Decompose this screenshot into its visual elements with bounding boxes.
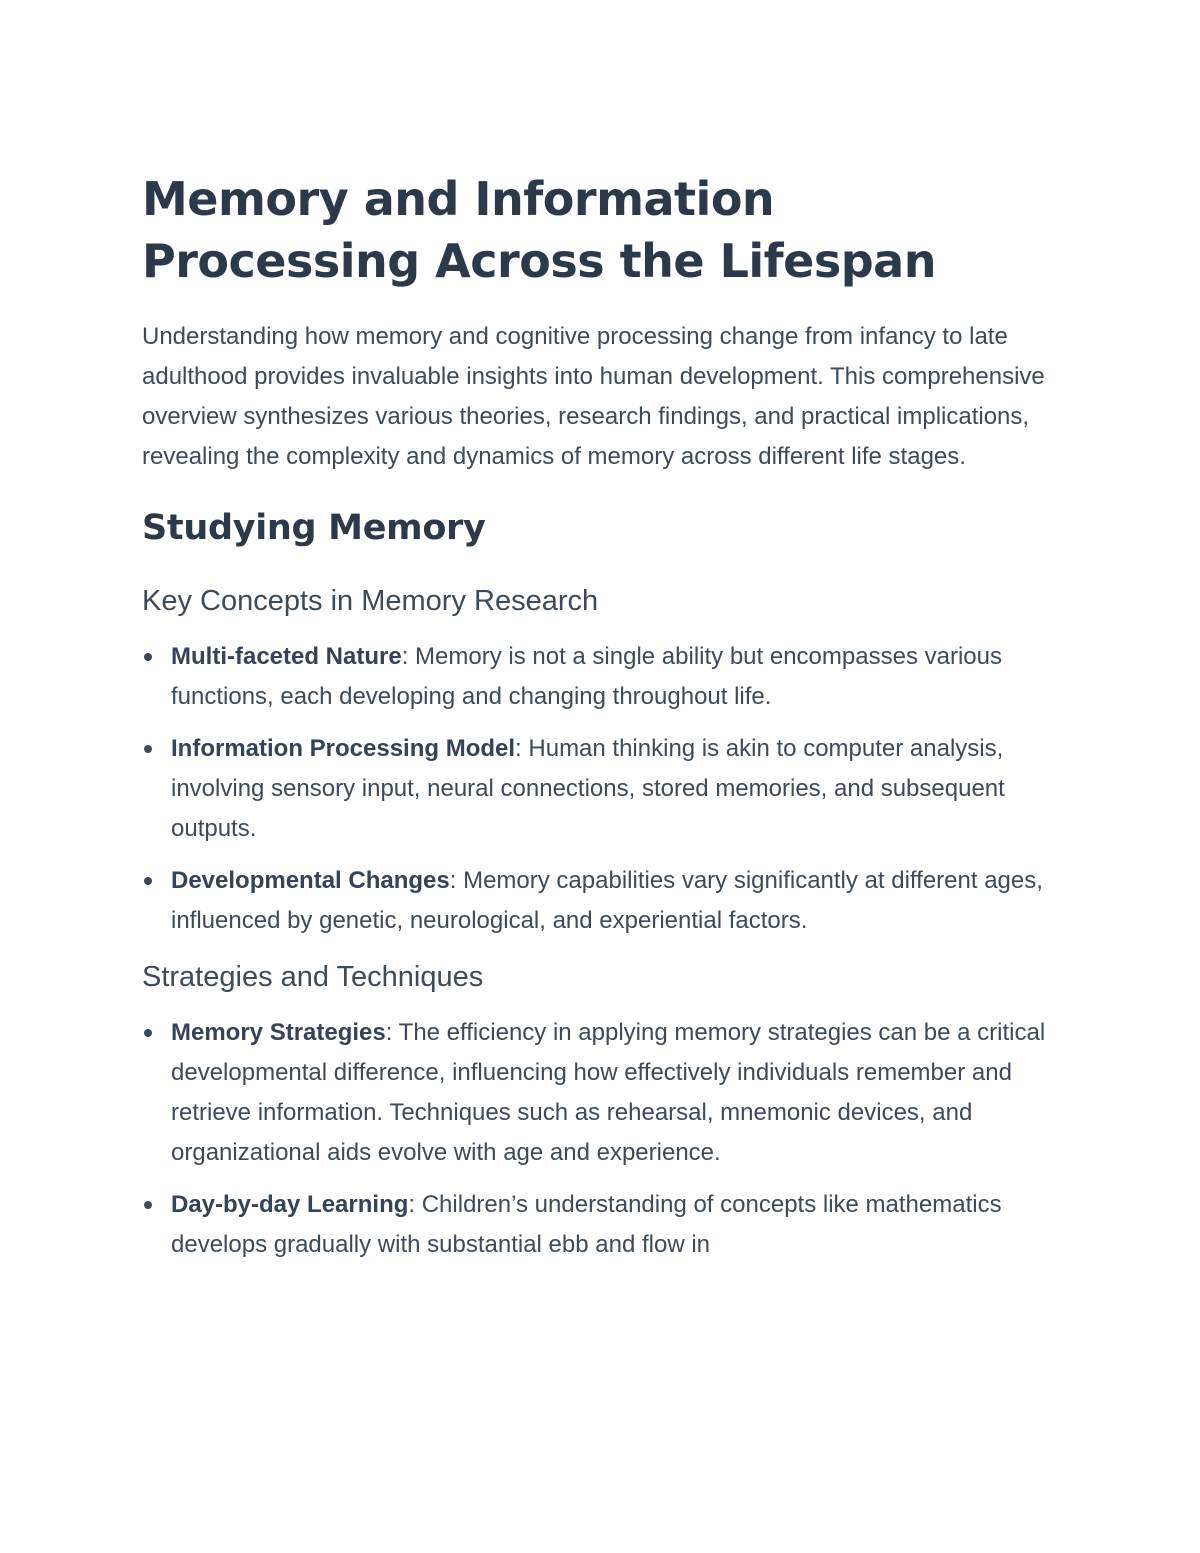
list-item-text: : The efficiency in applying memory strategies can be a critical developmental difference, influencing how effectively individuals remember and retrieve information. Techniques such as rehearsal, mnemonic devices, and organizational aids evolve with age and experience. [171,1019,1046,1166]
list-item-term: Multi-faceted Nature [171,643,402,670]
document-page [142,168,1062,1277]
list-item-term: Day-by-day Learning [171,1191,409,1218]
list-item-term: Developmental Changes [171,867,450,894]
strategies-list [142,1013,1062,1265]
key-concepts-list [142,637,1062,941]
list-item-text: : Memory capabilities vary significantly at different ages, influenced by genetic, neurological, and experiential factors. [171,867,1043,934]
bullet-icon [144,653,152,661]
subsection-heading-key-concepts: Key Concepts in Memory Research [142,585,599,617]
list-item-text: : Children’s understanding of concepts like mathematics develops gradually with substantial ebb and flow in [171,1191,1002,1258]
bullet-icon [144,877,152,885]
bullet-icon [144,1029,152,1037]
bullet-icon [144,745,152,753]
list-item-term: Memory Strategies [171,1019,386,1046]
intro-paragraph: Understanding how memory and cognitive processing change from infancy to late adulthood provides invaluable insights into human development. This comprehensive overview synthesizes various theories, research findings, and practical implications, revealing the complexity and dynamics of memory across different life stages. [142,323,1045,470]
list-item [142,729,1062,849]
section-heading-studying-memory: Studying Memory [142,508,486,548]
subsection-heading-strategies: Strategies and Techniques [142,961,484,993]
list-item-text: : Memory is not a single ability but encompasses various functions, each developing and changing throughout life. [171,643,1002,710]
list-item [142,861,1062,941]
list-item [142,1013,1062,1173]
list-item-text: : Human thinking is akin to computer analysis, involving sensory input, neural connections, stored memories, and subsequent outputs. [171,735,1005,842]
list-item [142,637,1062,717]
bullet-icon [144,1201,152,1209]
list-item [142,1185,1062,1265]
document-title: Memory and Information Processing Across the Lifespan [142,172,936,288]
list-item-term: Information Processing Model [171,735,516,762]
